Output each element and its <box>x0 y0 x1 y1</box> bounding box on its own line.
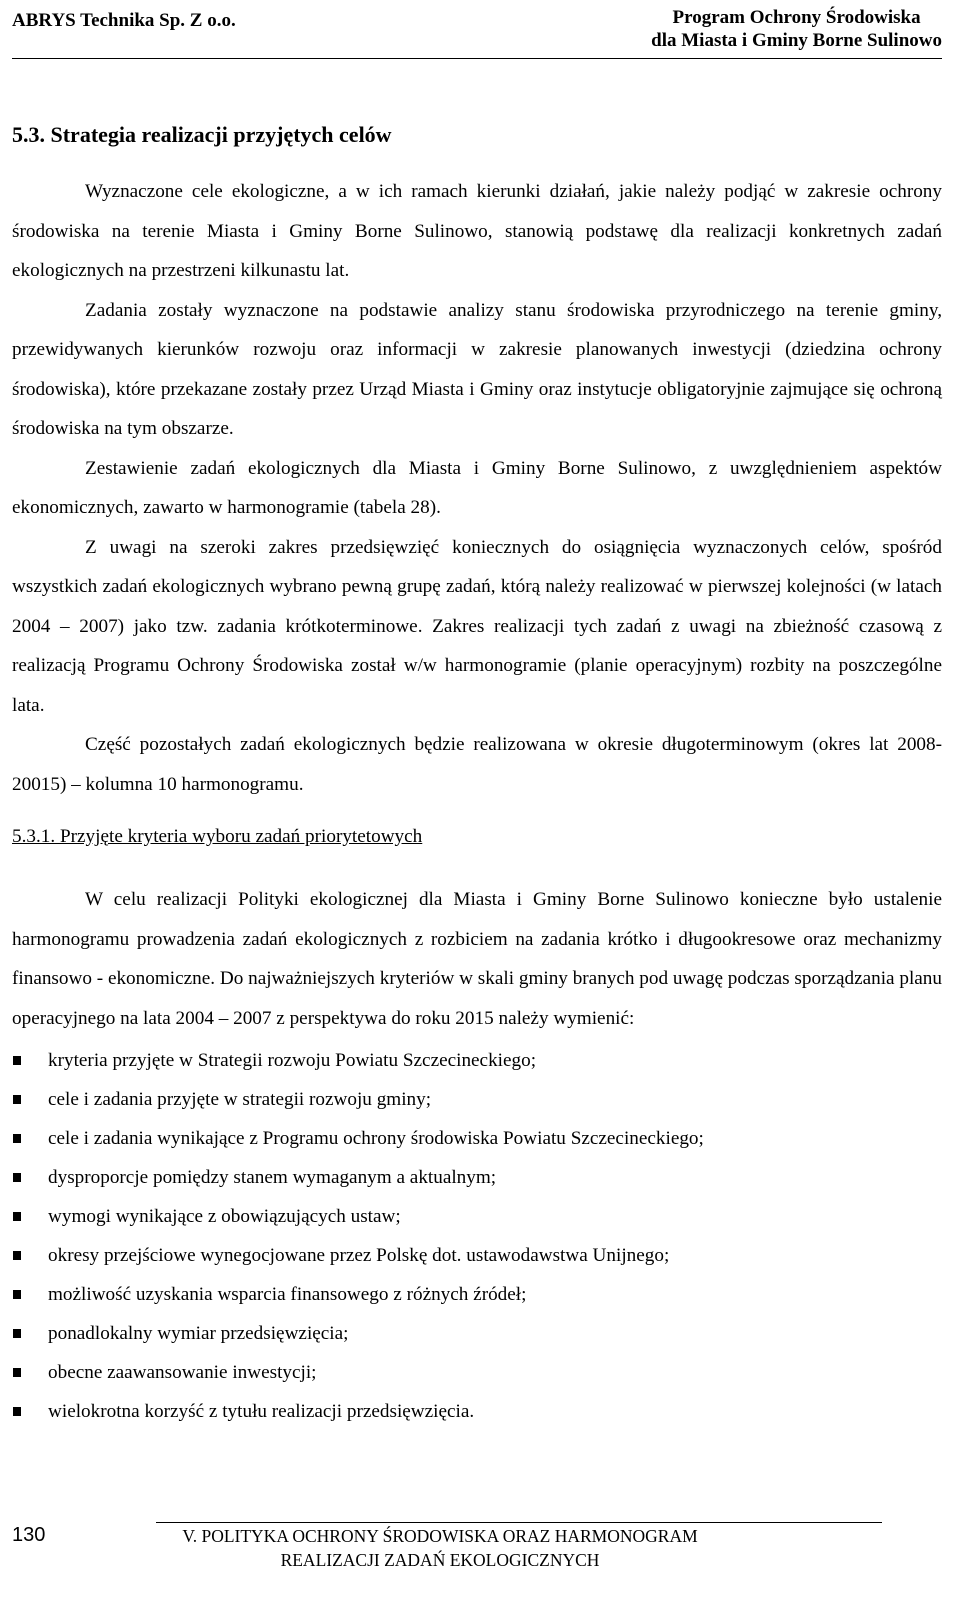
paragraph: Z uwagi na szeroki zakres przedsięwzięć koniecznych do osiągnięcia wyznaczonych celów, spośród wszystkich zadań ekologicznych wybrano pewną grupę zadań, którą należy realizować w pierwszej kolejności (w latach 2004 – 2007) jako tzw. zadania krótkoterminowe. Zakres realizacji tych zadań z uwagi na zbieżność czasową z realizacją Programu Ochrony Środowiska został w/w harmonogramie (planie operacyjnym) rozbity na poszczególne lata. <box>12 536 942 716</box>
list-item-text: kryteria przyjęte w Strategii rozwoju Powiatu Szczecineckiego; <box>48 1050 537 1071</box>
company-name: ABRYS Technika Sp. Z o.o. <box>12 10 236 31</box>
list-item-text: obecne zaawansowanie inwestycji; <box>48 1362 317 1383</box>
list-item-text: wymogi wynikające z obowiązujących ustaw; <box>48 1206 401 1227</box>
square-bullet-icon <box>13 1290 21 1299</box>
square-bullet-icon <box>13 1095 21 1104</box>
document-body <box>12 122 942 1431</box>
subsection-heading: 5.3.1. Przyjęte kryteria wyboru zadań priorytetowych <box>12 826 423 847</box>
page-header <box>0 0 960 86</box>
criteria-list <box>12 1041 942 1431</box>
list-item-text: dysproporcje pomiędzy stanem wymaganym a aktualnym; <box>48 1167 497 1188</box>
paragraph: Część pozostałych zadań ekologicznych będzie realizowana w okresie długoterminowym (okres lat 2008-20015) – kolumna 10 harmonogramu. <box>12 734 942 795</box>
page-number: 130 <box>12 1524 46 1546</box>
footer-divider <box>156 1522 882 1523</box>
section-heading: 5.3. Strategia realizacji przyjętych celów <box>12 122 392 147</box>
square-bullet-icon <box>13 1407 21 1416</box>
paragraph: W celu realizacji Polityki ekologicznej dla Miasta i Gminy Borne Sulinowo konieczne było ustalenie harmonogramu prowadzenia zadań ekologicznych z rozbiciem na zadania krótko i długookresowe oraz mechanizmy finansowo - ekonomiczne. Do najważniejszych kryteriów w skali gminy branych pod uwagę podczas sporządzania planu operacyjnego na lata 2004 – 2007 z perspektywa do roku 2015 należy wymienić: <box>12 889 942 1029</box>
chapter-title <box>156 1524 724 1572</box>
list-item <box>12 1080 942 1119</box>
list-item <box>12 1275 942 1314</box>
square-bullet-icon <box>13 1056 21 1065</box>
header-divider <box>12 58 942 59</box>
list-item <box>12 1236 942 1275</box>
list-item-text: ponadlokalny wymiar przedsięwzięcia; <box>48 1323 349 1344</box>
list-item-text: okresy przejściowe wynegocjowane przez Polskę dot. ustawodawstwa Unijnego; <box>48 1245 670 1266</box>
list-item <box>12 1392 942 1431</box>
list-item <box>12 1197 942 1236</box>
list-item <box>12 1314 942 1353</box>
list-item-text: cele i zadania przyjęte w strategii rozwoju gminy; <box>48 1089 432 1110</box>
paragraph: Zestawienie zadań ekologicznych dla Miasta i Gminy Borne Sulinowo, z uwzględnieniem aspektów ekonomicznych, zawarto w harmonogramie (tabela 28). <box>12 457 942 518</box>
square-bullet-icon <box>13 1212 21 1221</box>
chapter-title-line2: REALIZACJI ZADAŃ EKOLOGICZNYCH <box>280 1550 600 1570</box>
paragraph: Zadania zostały wyznaczone na podstawie analizy stanu środowiska przyrodniczego na terenie gminy, przewidywanych kierunków rozwoju oraz informacji w zakresie planowanych inwestycji (dziedzina ochrony środowiska), które przekazane zostały przez Urząd Miasta i Gminy oraz instytucje obligatoryjnie zajmujące się ochroną środowiska na tym obszarze. <box>12 299 942 439</box>
page-footer <box>0 1518 960 1619</box>
list-item <box>12 1041 942 1080</box>
square-bullet-icon <box>13 1329 21 1338</box>
square-bullet-icon <box>13 1368 21 1377</box>
list-item-text: cele i zadania wynikające z Programu ochrony środowiska Powiatu Szczecineckiego; <box>48 1128 704 1149</box>
program-title <box>651 6 942 52</box>
list-item-text: wielokrotna korzyść z tytułu realizacji przedsięwzięcia. <box>48 1401 475 1422</box>
chapter-title-line1: V. POLITYKA OCHRONY ŚRODOWISKA ORAZ HARMONOGRAM <box>182 1526 698 1546</box>
list-item <box>12 1158 942 1197</box>
list-item <box>12 1353 942 1392</box>
program-title-line2: dla Miasta i Gminy Borne Sulinowo <box>651 30 942 51</box>
square-bullet-icon <box>13 1134 21 1143</box>
list-item <box>12 1119 942 1158</box>
square-bullet-icon <box>13 1173 21 1182</box>
paragraph: Wyznaczone cele ekologiczne, a w ich ramach kierunki działań, jakie należy podjąć w zakresie ochrony środowiska na terenie Miasta i Gminy Borne Sulinowo, stanowią podstawę dla realizacji konkretnych zadań ekologicznych na przestrzeni kilkunastu lat. <box>12 181 942 281</box>
program-title-line1: Program Ochrony Środowiska <box>672 7 921 28</box>
square-bullet-icon <box>13 1251 21 1260</box>
list-item-text: możliwość uzyskania wsparcia finansowego z różnych źródeł; <box>48 1284 527 1305</box>
